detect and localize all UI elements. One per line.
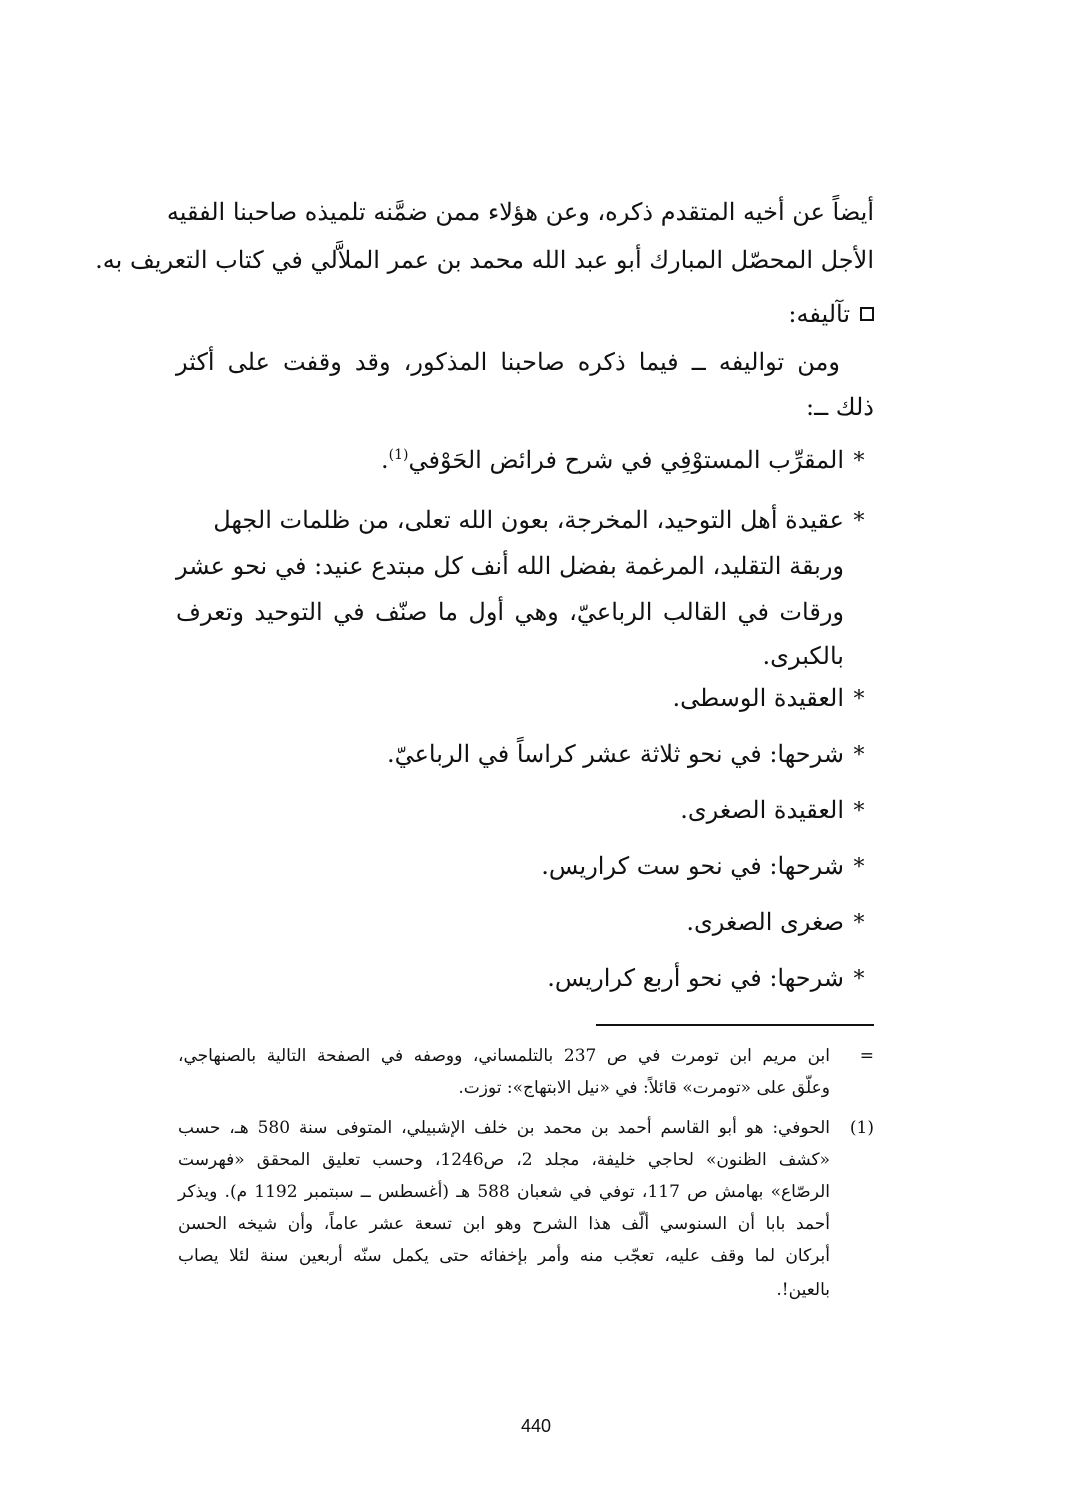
list-item-continuation: وربقة التقليد، المرغمة بفضل الله أنف كل مبتدع عنيد: في نحو عشر xyxy=(176,552,844,580)
list-item xyxy=(387,740,874,768)
list-item-text: العقيدة الوسطى. xyxy=(672,684,844,712)
list-item xyxy=(672,684,874,712)
footnote-line: «كشف الظنون» لحاجي خليفة، مجلد 2، ص1246، وحسب تعليق المحقق «فهرست xyxy=(178,1150,830,1170)
list-item-continuation: ورقات في القالب الرباعيّ، وهي أول ما صنّف في التوحيد وتعرف xyxy=(176,598,844,626)
asterisk-bullet-icon: * xyxy=(853,855,865,880)
footnote-line: بالعين!. xyxy=(776,1280,830,1300)
list-item xyxy=(680,796,874,824)
list-item xyxy=(176,506,874,534)
asterisk-bullet-icon: * xyxy=(853,509,865,534)
asterisk-bullet-icon: * xyxy=(853,799,865,824)
footnote-line: الرصّاع» بهامش ص 117، توفي في شعبان 588 هـ (أغسطس ــ سبتمبر 1192 م). ويذكر xyxy=(178,1182,831,1202)
section-heading xyxy=(176,300,874,328)
intro-line-1: أيضاً عن أخيه المتقدم ذكره، وعن هؤلاء ممن ضمَّنه تلميذه صاحبنا الفقيه xyxy=(166,198,874,226)
footnote-number: (1) xyxy=(849,1118,874,1138)
list-item xyxy=(541,852,874,880)
asterisk-bullet-icon: * xyxy=(853,967,865,992)
intro-line-2: الأجل المحصّل المبارك أبو عبد الله محمد بن عمر الملاَّلي في كتاب التعريف به. xyxy=(95,246,874,274)
section-para-line-2: ذلك ــ: xyxy=(805,393,874,421)
asterisk-bullet-icon: * xyxy=(853,449,865,474)
list-item-text: العقيدة الصغرى. xyxy=(680,796,844,824)
square-bullet-icon xyxy=(860,307,874,321)
footnote-line: أبركان لما وقف عليه، تعجّب منه وأمر بإخفائه حتى يكمل سنّه أربعين سنة لئلا يصاب xyxy=(178,1246,830,1266)
list-item xyxy=(381,446,874,474)
list-item-text: شرحها: في نحو أربع كراريس. xyxy=(547,964,844,992)
footnote-line: أحمد بابا أن السنوسي ألّف هذا الشرح وهو ابن تسعة عشر عاماً، وأن شيخه الحسن xyxy=(178,1214,830,1234)
footnote-line: ابن مريم ابن تومرت في ص 237 بالتلمساني، ووصفه في الصفحة التالية بالصنهاجي، xyxy=(178,1046,830,1066)
asterisk-bullet-icon: * xyxy=(853,911,865,936)
section-para-line-1: ومن تواليفه ــ فيما ذكره صاحبنا المذكور، وقد وقفت على أكثر xyxy=(176,348,841,376)
footnote-line: الحوفي: هو أبو القاسم أحمد بن محمد بن خلف الإشبيلي، المتوفى سنة 580 هـ، حسب xyxy=(178,1118,831,1138)
footnote-continuation-marker: = xyxy=(859,1046,874,1066)
list-item xyxy=(686,908,874,936)
footnote-ref: (1) xyxy=(388,447,409,463)
list-item-continuation: بالكبرى. xyxy=(762,642,844,670)
list-item-text: شرحها: في نحو ثلاثة عشر كراساً في الرباعيّ. xyxy=(386,740,844,768)
asterisk-bullet-icon: * xyxy=(853,687,865,712)
list-item-text: شرحها: في نحو ست كراريس. xyxy=(541,852,844,880)
list-item-text: عقيدة أهل التوحيد، المخرجة، بعون الله تعلى، من ظلمات الجهل xyxy=(213,506,844,534)
list-item xyxy=(547,964,874,992)
list-item-end: . xyxy=(381,446,389,474)
asterisk-bullet-icon: * xyxy=(853,743,865,768)
list-item-text: صغرى الصغرى. xyxy=(686,908,844,936)
page-number: 440 xyxy=(520,1416,552,1436)
section-heading-text: تآليفه: xyxy=(788,300,850,328)
footnote-line: وعلّق على «تومرت» قائلاً: في «نيل الابتهاج»: توزت. xyxy=(458,1078,830,1098)
footnote-separator xyxy=(596,1024,874,1026)
list-item-text: المقرِّب المستوْفِي في شرح فرائض الحَوْفي xyxy=(408,446,844,474)
